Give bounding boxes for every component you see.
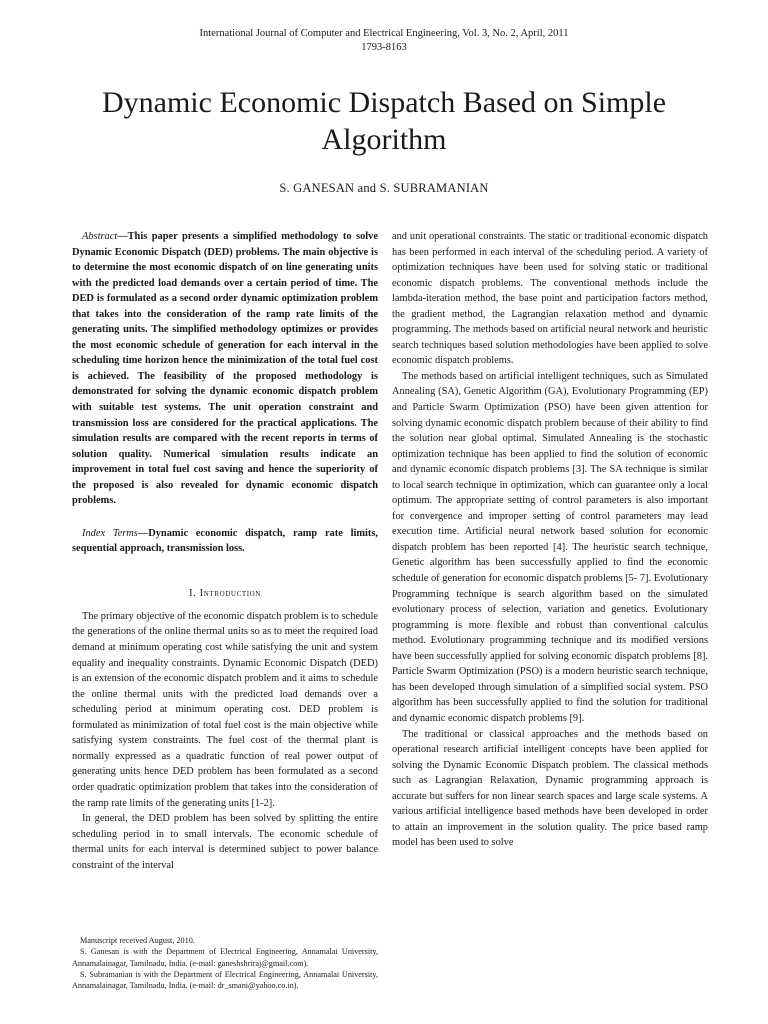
section-heading — [72, 587, 378, 601]
body-paragraph: The methods based on artificial intelligent techniques, such as Simulated Annealing (SA), Genetic Algorithm (GA), Evolutionary Programming (EP) and Particle Swarm Optimization (PSO) have been given attention for solving dynamic economic dispatch problem because of their ability to find the solution near global optimal. Simulated Annealing is the stochastic optimization technique has been applied to find the solution of economic and dynamic economic dispatch problems [3]. The SA technique is similar to local search technique in optimization, which can guarantee only a local optimum. The appropriate setting of control parameters is also important for convergence and improper setting of control parameters may lead execution time. Artificial neural network based solution for economic dispatch problem has been reported [4]. The heuristic search technique, Genetic algorithm has been successfully applied to find the economic schedule of generation for economic dispatch problems [5- 7]. Evolutionary Programming technique is search algorithm based on the simulated evolutionary process of selection, variation and genetics. Evolutionary programming is more flexible and robust than conventional calculus method. Evolutionary programming technique and its modified versions have been successfully applied for solving economic dispatch problems [8]. Particle Swarm Optimization (PSO) is a modern heuristic search technique, has been developed through simulation of a simplified social system. PSO algorithm has been successfully applied to find the solution for traditional and dynamic economic dispatch problems [9]. — [392, 370, 708, 724]
body-paragraph: The primary objective of the economic dispatch problem is to schedule the generations of the online thermal units so as to meet the required load demand at minimum operating cost while satisfying the unit and system equality and inequality constraints. Dynamic Economic Dispatch (DED) is an extension of the economic dispatch problem and it aims to schedule the online thermal units with the predicted load demands over a scheduling period at minimum operating cost. DED problem is formulated as minimization of total fuel cost is the main objective while satisfying system constraints. The fuel cost of the thermal plant is normally expressed as a quadratic function of real power output of generating units hence DED problem has been formulated as a second order quadratic optimization problem that takes into the consideration of the ramp rate limits of the generating units [1-2]. — [72, 610, 378, 809]
issn-number: 1793-8163 — [361, 42, 407, 53]
index-terms — [72, 526, 378, 557]
abstract-label: Abstract — [82, 231, 118, 242]
abstract-text: —This paper presents a simplified methodology to solve Dynamic Economic Dispatch (DED) problems. The main objective is to determine the most economic dispatch of on line generating units with the predicted load demands over a certain period of time. The DED is formulated as a second order dynamic optimization problem that takes into the consideration of the ramp rate limits of the generating units. The simplified methodology optimizes or provides the most economic schedule of generation for each interval in the scheduling time horizon hence the minimization of the total fuel cost is achieved. The feasibility of the proposed methodology is demonstrated for solving the dynamic economic dispatch problem with suitable test systems. The unit operation constraint and transmission loss are considered for the practical applications. The simulation results are compared with the recent reports in terms of solution quality. Numerical simulation results indicate an improvement in total fuel cost saving and hence the superiority of the proposed is also revealed for dynamic economic dispatch problems. — [72, 231, 378, 507]
footnote-received: Manuscript received August, 2010. — [80, 936, 195, 945]
footnote-author-1: S. Ganesan is with the Department of Electrical Engineering, Annamalai University, Annamalainagar, Tamilnadu, India. (e-mail: ganeshshriraj@gmail.com). — [72, 947, 378, 968]
footnotes — [72, 935, 378, 991]
footnote-author-2: S. Subramanian is with the Department of Electrical Engineering, Annamalai University, Annamalainagar, Tamilnadu, India. (e-mail: dr_smani@yahoo.co.in). — [72, 969, 378, 991]
body-paragraph: The traditional or classical approaches and the methods based on operational research artificial intelligent concepts have been applied for solving the Dynamic Economic Dispatch problem. The classical methods such as Lagrangian Relaxation, Dynamic programming approach is accurate but suffers for non linear search spaces and large scale systems. A various artificial intelligence based methods have been developed in order to attain an improvement in the solution quality. The price based ramp model has been used to solve — [392, 728, 708, 849]
abstract — [72, 229, 378, 509]
body-paragraph: and unit operational constraints. The static or traditional economic dispatch has been performed in each interval of the scheduling period. A variety of optimization techniques have been used for solving static or traditional economic dispatch problems. The conventional methods include the lambda-iteration method, the base point and participation factors method, the gradient method, the Lagrangian relaxation method and dynamic programming. The methods based on artificial neural network and heuristic search techniques based solution methodologies have been applied to solve economic dispatch problems. — [392, 231, 708, 367]
section-number: I. — [189, 587, 197, 599]
left-column — [72, 229, 378, 873]
index-terms-label: Index Terms — [82, 527, 138, 539]
section-title: Introduction — [199, 587, 261, 599]
body-paragraph: In general, the DED problem has been solved by splitting the entire scheduling period in to small intervals. The economic schedule of thermal units for each interval is determined subject to power balance constraint of the interval — [72, 813, 378, 871]
author-list: S. GANESAN and S. SUBRAMANIAN — [279, 181, 489, 195]
index-terms-text: —Dynamic economic dispatch, ramp rate limits, sequential approach, transmission loss. — [72, 527, 378, 555]
journal-header: International Journal of Computer and Electrical Engineering, Vol. 3, No. 2, April, 2011 — [199, 28, 569, 39]
paper-title: Dynamic Economic Dispatch Based on Simple Algorithm — [101, 86, 667, 156]
right-column — [392, 229, 708, 851]
